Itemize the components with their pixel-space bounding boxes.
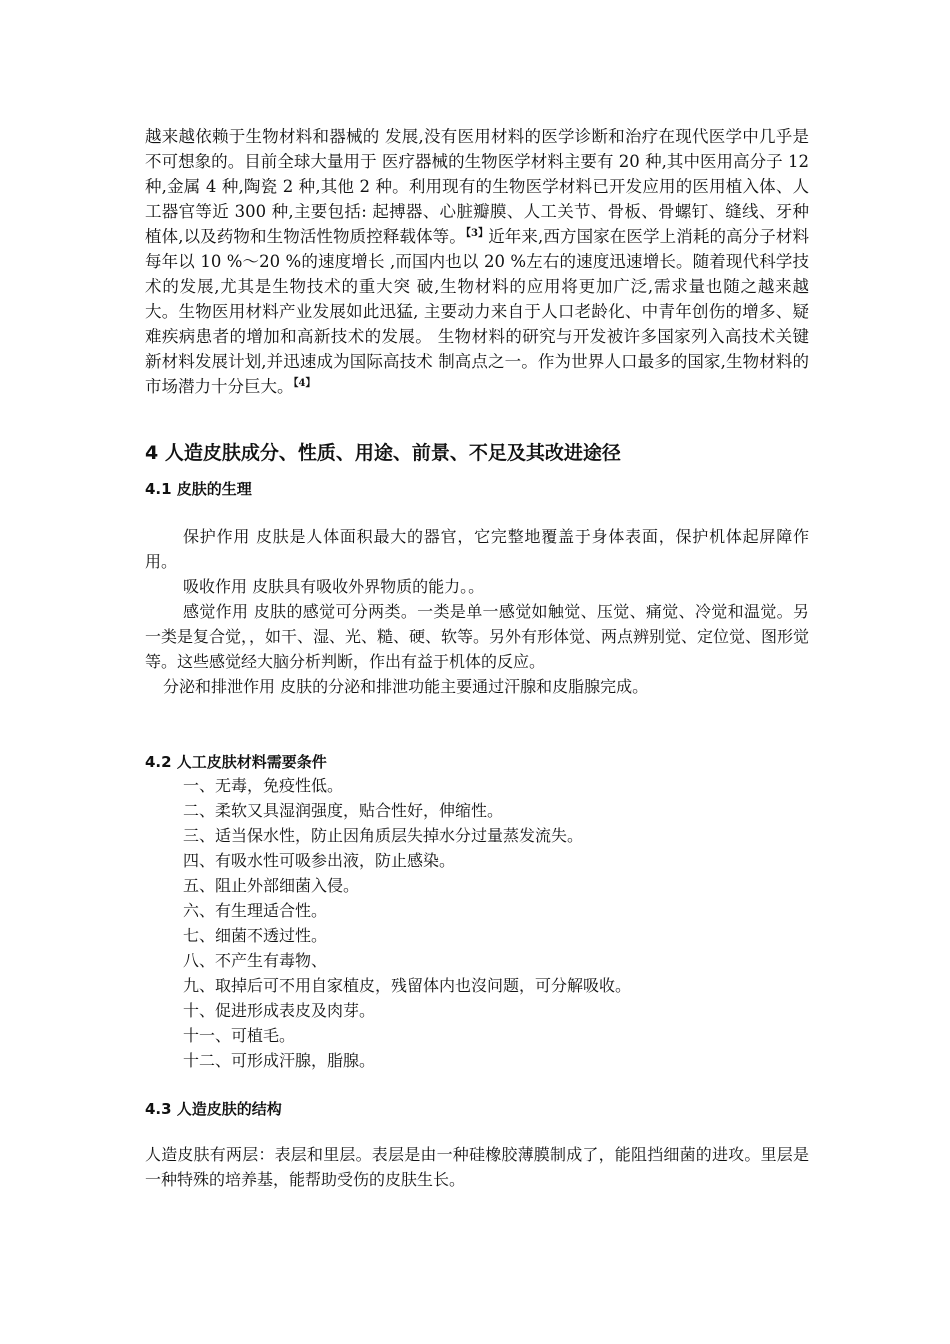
citation-4[interactable]: 【4】 (293, 378, 316, 389)
section-4-2-heading: 4.2 人工皮肤材料需要条件 (145, 753, 327, 771)
list-item: 六、有生理适合性。 (183, 901, 328, 920)
list-item: 十一、可植毛。 (183, 1026, 296, 1045)
list-item: 三、适当保水性，防止因角质层失掉水分过量蒸发流失。 (183, 826, 584, 845)
section-4-1-heading: 4.1 皮肤的生理 (145, 480, 252, 498)
list-item: 十二、可形成汗腺，脂腺。 (183, 1051, 376, 1070)
section-4-3-heading: 4.3 人造皮肤的结构 (145, 1100, 282, 1118)
list-item: 五、阻止外部细菌入侵。 (183, 876, 360, 895)
skin-absorption-paragraph: 吸收作用 皮肤具有吸收外界物质的能力。。 (183, 577, 485, 596)
skin-secretion-paragraph: 分泌和排泄作用 皮肤的分泌和排泄功能主要通过汗腺和皮脂腺完成。 (163, 677, 649, 696)
intro-text: 越来越依赖于生物材料和器械的 发展,没有医用材料的医学诊断和治疗在现代医学中几乎是不可想象的。目前全球大量用于 医疗器械的生物医学材料主要有 20 种,其中医用高分子 12 种,金属 4 种,陶瓷 2 种,其他 2 种。利用现有的生物医学材料已开发应用的医用植入体、人工器官等近 300 种,主要包括: 起搏器、心脏瓣膜、人工关节、骨板、骨螺钉、缝线、牙种植体,以及药物和生物活性物质控释载体等。 (145, 127, 809, 246)
list-item: 二、柔软又具湿润强度，贴合性好，伸缩性。 (183, 801, 504, 820)
list-item: 九、取掉后可不用自家植皮，残留体内也沒问题，可分解吸收。 (183, 976, 632, 995)
section-4-3-body (145, 1142, 809, 1192)
list-item: 十、促进形成表皮及肉芽。 (183, 1001, 376, 1020)
list-item: 八、不产生有毒物、 (183, 951, 328, 970)
list-item: 四、有吸水性可吸参出液，防止感染。 (183, 851, 456, 870)
intro-paragraph (145, 124, 809, 399)
list-item: 七、细菌不透过性。 (183, 926, 328, 945)
list-item: 一、无毒，免疫性低。 (183, 776, 344, 795)
requirements-list (183, 773, 631, 1073)
skin-sensation-paragraph: 感觉作用 皮肤的感觉可分两类。一类是单一感觉如触觉、压觉、痛觉、冷觉和温觉。另一类是复合觉，，如干、湿、光、糙、硬、软等。另外有形体觉、两点辨别觉、定位觉、图形觉等。这些感觉经大脑分析判断，作出有益于机体的反应。 (145, 602, 810, 671)
citation-3[interactable]: 【3】 (465, 228, 489, 239)
skin-protection-paragraph: 保护作用 皮肤是人体面积最大的器官，它完整地覆盖于身体表面，保护机体起屏障作用。 (145, 527, 809, 571)
section-4-heading: 4 人造皮肤成分、性质、用途、前景、不足及其改进途径 (145, 442, 621, 464)
skin-structure-paragraph: 人造皮肤有两层：表层和里层。表层是由一种硅橡胶薄膜制成了，能阻挡细菌的进攻。里层是一种特殊的培养基，能帮助受伤的皮肤生长。 (145, 1145, 809, 1189)
intro-text-2: 近年来,西方国家在医学上消耗的高分子材料每年以 10 %～20 %的速度增长 ,而国内也以 20 %左右的速度迅速增长。随着现代科学技术的发展,尤其是生物技术的重大突 破,生物材料的应用将更加广泛,需求量也随之越来越大。生物医用材料产业发展如此迅猛, 主要动力来自于人口老龄化、中青年创伤的增多、疑难疾病患者的增加和高新技术的发展。 生物材料的研究与开发被许多国家列入高技术关键新材料发展计划,并迅速成为国际高技术 制高点之一。作为世界人口最多的国家,生物材料的市场潜力十分巨大。 (145, 227, 809, 396)
section-4-1-body (145, 524, 809, 699)
